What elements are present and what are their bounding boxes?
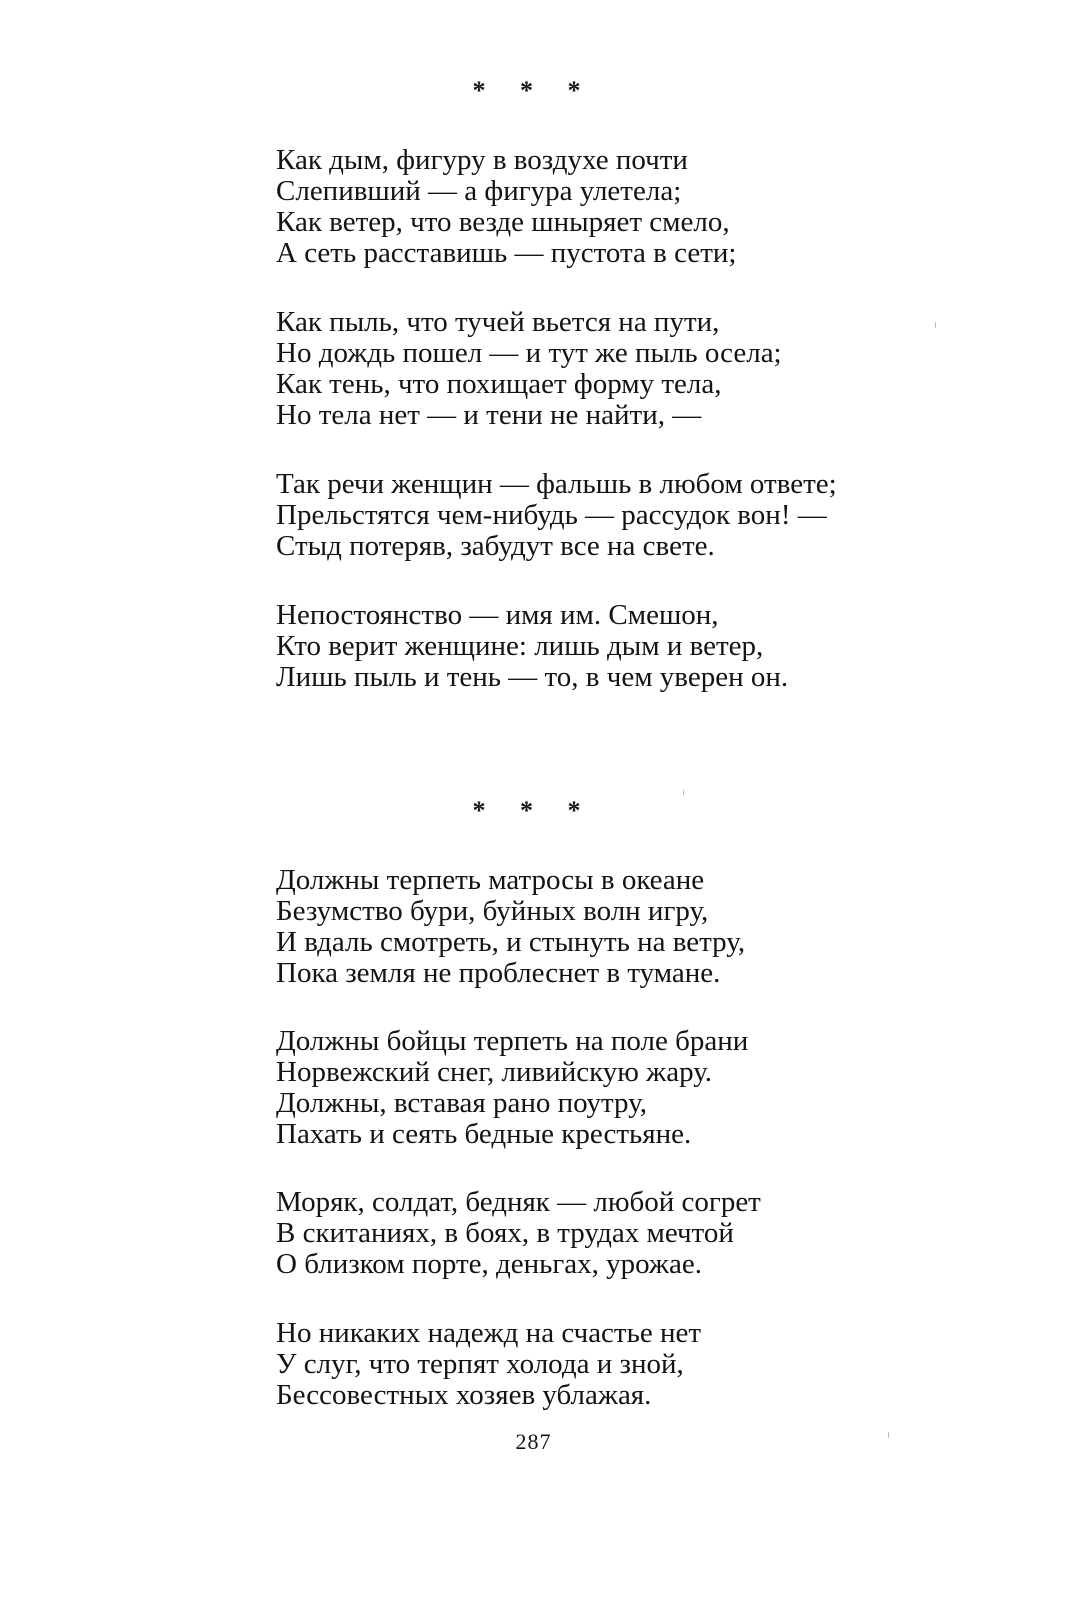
verse-line: Кто верит женщине: лишь дым и ветер, — [276, 630, 764, 662]
verse-line: Пахать и сеять бедные крестьяне. — [276, 1118, 692, 1150]
page-number: 287 — [515, 1429, 552, 1454]
verse-line: Так речи женщин — фальшь в любом ответе; — [276, 468, 837, 500]
verse-line: Должны, вставая рано поутру, — [276, 1087, 648, 1119]
verse-line: Стыд потеряв, забудут все на свете. — [276, 530, 715, 562]
stanza — [276, 1318, 976, 1411]
scan-speck — [935, 322, 936, 328]
verse-line: А сеть расставишь — пустота в сети; — [276, 237, 737, 269]
verse-line: Должны терпеть матросы в океане — [276, 864, 705, 896]
verse-line: Норвежский снег, ливийскую жару. — [276, 1056, 713, 1088]
section-separator: * * * — [472, 76, 595, 105]
stanza — [276, 600, 976, 693]
stanza — [276, 1187, 976, 1280]
verse-line: У слуг, что терпят холода и зной, — [276, 1348, 684, 1380]
verse-line: О близком порте, деньгах, урожае. — [276, 1248, 702, 1280]
section-separator: * * * — [472, 796, 595, 825]
verse-line: Как дым, фигуру в воздухе почти — [276, 144, 688, 176]
stanza — [276, 145, 976, 269]
stanza — [276, 865, 976, 989]
verse-line: Должны бойцы терпеть на поле брани — [276, 1025, 749, 1057]
verse-line: Непостоянство — имя им. Смешон, — [276, 599, 719, 631]
verse-line: В скитаниях, в боях, в трудах мечтой — [276, 1217, 734, 1249]
verse-line: Пока земля не проблеснет в тумане. — [276, 957, 721, 989]
verse-line: Лишь пыль и тень — то, в чем уверен он. — [276, 661, 789, 693]
scan-speck — [888, 1432, 889, 1438]
verse-line: Безумство бури, буйных волн игру, — [276, 895, 709, 927]
verse-line: Прельстятся чем-нибудь — рассудок вон! — — [276, 499, 827, 531]
verse-line: Но никаких надежд на счастье нет — [276, 1317, 702, 1349]
verse-line: Слепивший — а фигура улетела; — [276, 175, 682, 207]
verse-line: Но дождь пошел — и тут же пыль осела; — [276, 337, 782, 369]
stanza — [276, 469, 976, 562]
verse-line: Как ветер, что везде шныряет смело, — [276, 206, 730, 238]
verse-line: Как пыль, что тучей вьется на пути, — [276, 306, 720, 338]
stanza — [276, 307, 976, 431]
verse-line: Бессовестных хозяев ублажая. — [276, 1379, 652, 1411]
verse-line: Но тела нет — и тени не найти, — — [276, 399, 702, 431]
verse-line: Моряк, солдат, бедняк — любой согрет — [276, 1186, 761, 1218]
verse-line: Как тень, что похищает форму тела, — [276, 368, 722, 400]
stanza — [276, 1026, 976, 1150]
scan-speck — [683, 790, 684, 795]
verse-line: И вдаль смотреть, и стынуть на ветру, — [276, 926, 746, 958]
